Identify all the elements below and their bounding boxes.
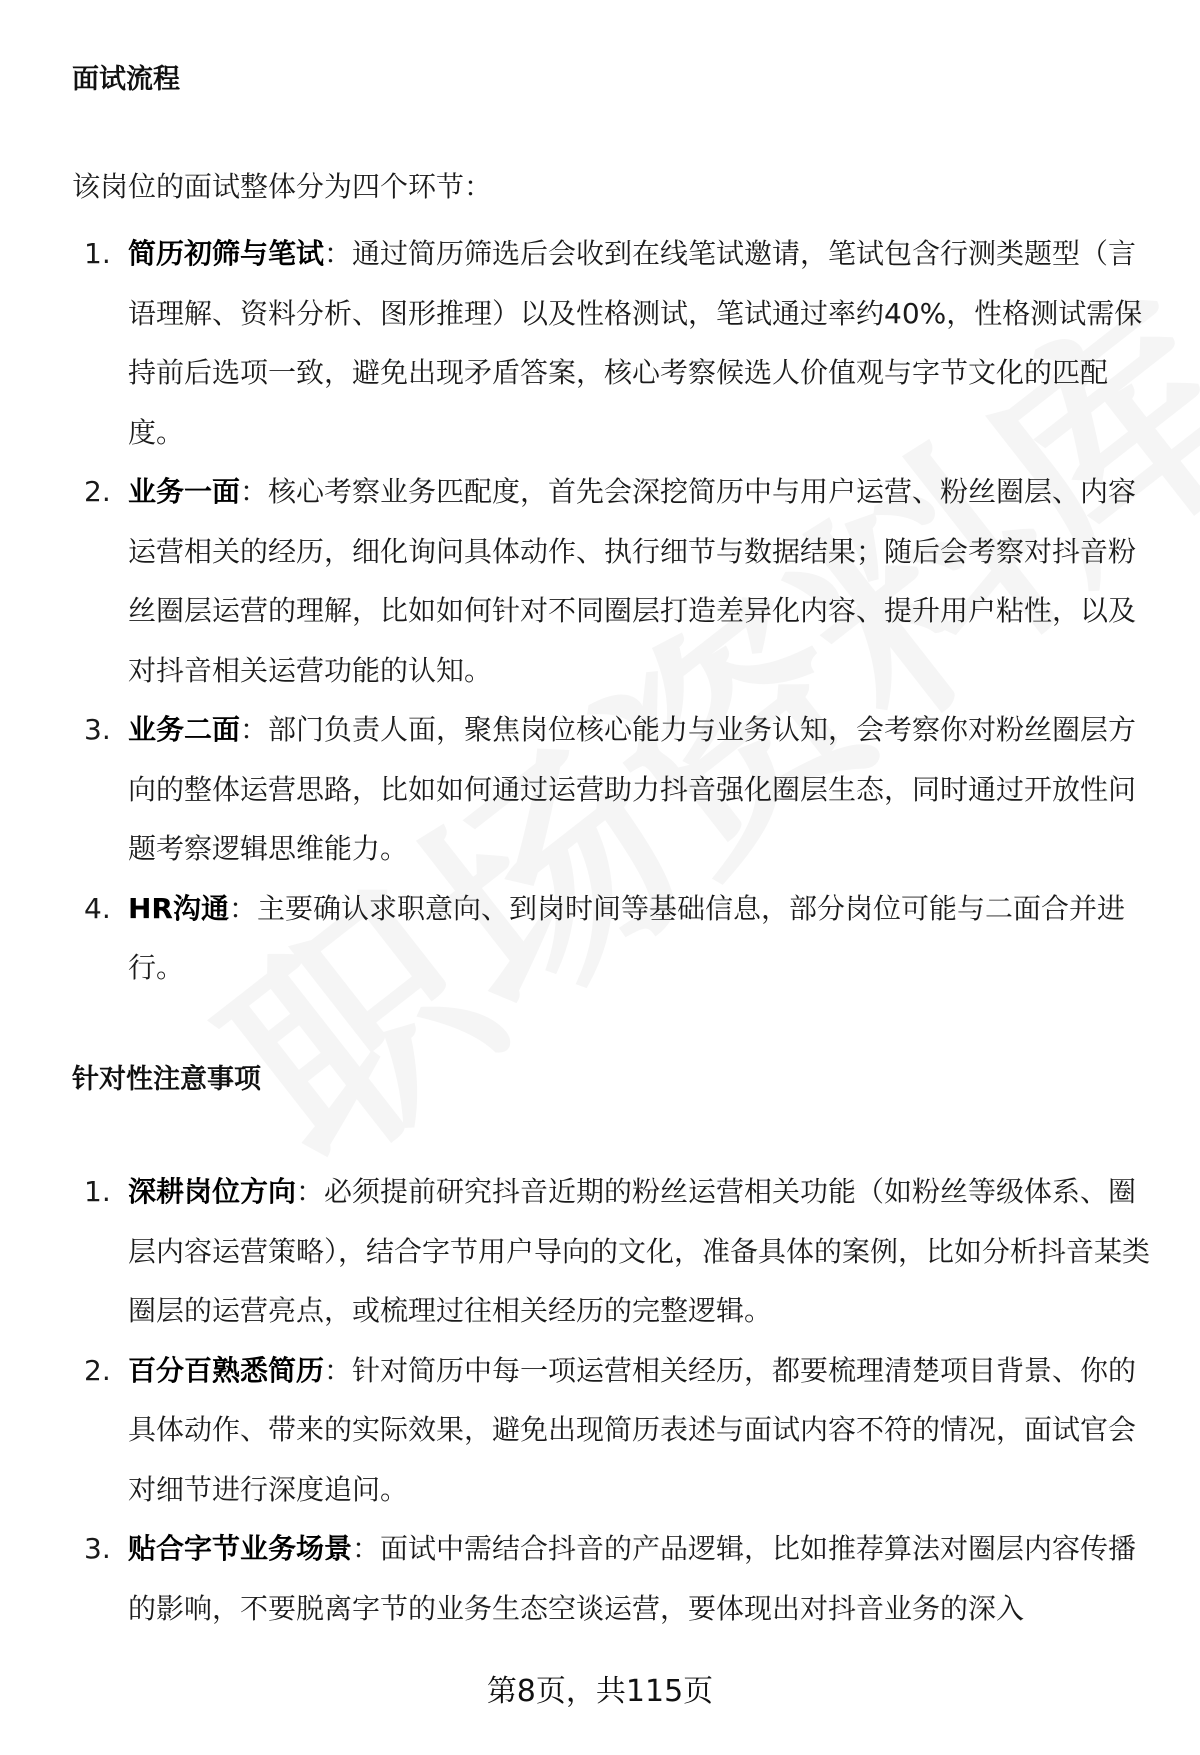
item-text: 针对简历中每一项运营相关经历，都要梳理清楚项目背景、你的具体动作、带来的实际效果，避免出现简历表述与面试内容不符的情况，面试官会对细节进行深度追问。: [128, 1353, 1137, 1506]
page-number: 第8页，共115页: [486, 1674, 714, 1709]
item-separator: ：: [229, 891, 258, 925]
item-separator: ：: [352, 1532, 381, 1565]
item-separator: ：: [296, 1175, 325, 1208]
item-separator: ：: [324, 237, 353, 270]
interview-steps-list: [0, 224, 1200, 998]
item-title: 业务二面: [128, 713, 241, 746]
item-title: HR沟通: [128, 891, 229, 925]
list-number: 1.: [84, 1175, 111, 1208]
item-text: 部门负责人面，聚焦岗位核心能力与业务认知，会考察你对粉丝圈层方向的整体运营思路，比如如何通过运营助力抖音强化圈层生态，同时通过开放性问题考察逻辑思维能力。: [128, 713, 1137, 865]
item-text: 面试中需结合抖音的产品逻辑，比如推荐算法对圈层内容传播的影响，不要脱离字节的业务生态空谈运营，要体现出对抖音业务的深入: [128, 1532, 1137, 1625]
list-number: 3.: [84, 1532, 111, 1565]
item-separator: ：: [240, 713, 269, 746]
list-item: [0, 224, 1200, 462]
section-heading-notes: 针对性注意事项: [72, 1064, 261, 1095]
item-text: 主要确认求职意向、到岗时间等基础信息，部分岗位可能与二面合并进行。: [128, 891, 1126, 984]
item-title: 百分百熟悉简历: [128, 1353, 325, 1387]
list-number: 2.: [84, 475, 111, 508]
list-number: 3.: [84, 713, 111, 746]
intro-text: 该岗位的面试整体分为四个环节：: [72, 170, 493, 203]
list-item: [0, 1162, 1200, 1341]
item-title: 深耕岗位方向: [128, 1175, 297, 1208]
item-title: 简历初筛与笔试: [128, 237, 325, 270]
section-heading-interview-process: 面试流程: [72, 64, 180, 95]
list-item: [0, 1519, 1200, 1638]
item-text: 通过简历筛选后会收到在线笔试邀请，笔试包含行测类题型（言语理解、资料分析、图形推理）以及性格测试，笔试通过率约40%，性格测试需保持前后选项一致，避免出现矛盾答案，核心考察候选人价值观与字节文化的匹配度。: [128, 237, 1143, 449]
list-item: [0, 700, 1200, 879]
list-number: 4.: [84, 891, 111, 925]
item-title: 业务一面: [128, 475, 241, 508]
notes-list: [0, 1162, 1200, 1638]
list-number: 1.: [84, 237, 111, 270]
item-title: 贴合字节业务场景: [128, 1532, 353, 1565]
list-item: [0, 879, 1200, 998]
item-text: 核心考察业务匹配度，首先会深挖简历中与用户运营、粉丝圈层、内容运营相关的经历，细化询问具体动作、执行细节与数据结果；随后会考察对抖音粉丝圈层运营的理解，比如如何针对不同圈层打造差异化内容、提升用户粘性，以及对抖音相关运营功能的认知。: [128, 475, 1137, 687]
item-text: 必须提前研究抖音近期的粉丝运营相关功能（如粉丝等级体系、圈层内容运营策略），结合字节用户导向的文化，准备具体的案例，比如分析抖音某类圈层的运营亮点，或梳理过往相关经历的完整逻辑。: [128, 1175, 1151, 1327]
list-number: 2.: [84, 1353, 111, 1387]
list-item: [0, 462, 1200, 700]
item-separator: ：: [240, 475, 269, 508]
item-separator: ：: [324, 1353, 353, 1387]
list-item: [0, 1341, 1200, 1520]
